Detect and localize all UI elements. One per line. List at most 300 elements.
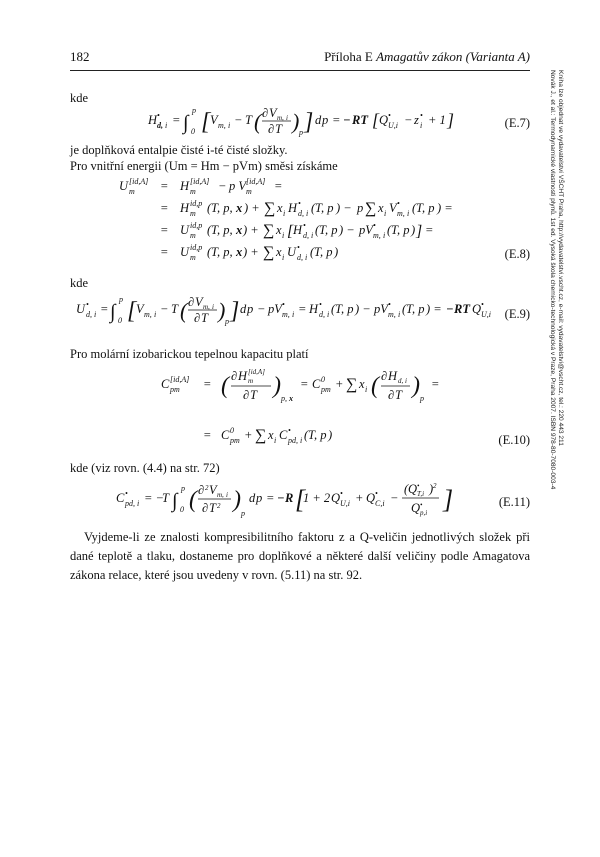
svg-text:H: H — [180, 201, 190, 215]
svg-text:RT: RT — [352, 113, 368, 127]
svg-text:x: x — [236, 223, 243, 237]
svg-text:id,p: id,p — [190, 243, 203, 252]
svg-text:Q: Q — [331, 491, 341, 505]
svg-text:i: i — [306, 209, 309, 218]
svg-text:∂: ∂ — [202, 501, 209, 515]
svg-text:C: C — [116, 491, 125, 505]
svg-text:+ 1: + 1 — [428, 113, 446, 127]
svg-text:m,: m, — [397, 209, 405, 218]
svg-text:∂: ∂ — [188, 295, 195, 309]
svg-text:=: = — [160, 223, 169, 237]
svg-text:(: ( — [180, 298, 188, 323]
svg-text:−: − — [257, 302, 266, 316]
svg-text:pV: pV — [359, 223, 373, 237]
svg-text:=: = — [425, 223, 434, 237]
svg-text:): ) — [273, 373, 281, 399]
svg-text:p V: p V — [229, 179, 247, 193]
svg-text:p: p — [181, 484, 185, 493]
svg-text:d,: d, — [298, 209, 304, 218]
svg-text:T: T — [201, 311, 208, 325]
svg-text:∂: ∂ — [388, 388, 395, 402]
svg-text:x: x — [277, 201, 283, 215]
svg-text:m: m — [246, 187, 252, 196]
svg-text:=: = — [274, 179, 283, 193]
svg-text:∂: ∂ — [268, 122, 275, 136]
svg-text:) =: ) = — [426, 302, 442, 316]
text-kde-1: kde — [70, 91, 89, 105]
text-doplnkova-entalpie: je doplňková entalpie čisté i-té čisté složky. — [70, 143, 288, 157]
svg-text:p: p — [299, 128, 303, 137]
svg-text:T: T — [209, 501, 216, 515]
svg-text:pd,: pd, — [125, 499, 135, 508]
svg-text:•: • — [340, 489, 343, 498]
svg-text:x: x — [236, 201, 243, 215]
svg-text:]: ] — [447, 110, 455, 130]
page-number: 182 — [70, 49, 90, 64]
svg-text:∑: ∑ — [255, 427, 267, 444]
svg-text:): ) — [411, 223, 416, 237]
svg-text:T,i: T,i — [417, 490, 425, 498]
svg-text:): ) — [429, 482, 434, 496]
sidebar-citation-render — [547, 70, 564, 770]
svg-text:0: 0 — [180, 505, 184, 514]
svg-text:−: − — [234, 113, 243, 127]
svg-text:i: i — [274, 436, 277, 445]
svg-text:(: ( — [207, 223, 212, 237]
svg-text:H: H — [288, 201, 298, 215]
svg-text:): ) — [412, 373, 420, 399]
svg-text:d,: d, — [86, 310, 92, 319]
svg-text:T, p,: T, p, — [211, 223, 233, 237]
svg-text:d,: d, — [303, 231, 309, 240]
svg-text:•: • — [319, 300, 322, 309]
svg-text:]: ] — [304, 109, 314, 135]
svg-text:p: p — [247, 302, 254, 316]
svg-text:−: − — [218, 179, 227, 193]
svg-text:V: V — [269, 106, 277, 120]
svg-text:∑: ∑ — [263, 222, 275, 239]
svg-text:) +: ) + — [243, 223, 259, 237]
equation-e11 — [116, 480, 476, 520]
svg-text:]: ] — [416, 223, 423, 240]
svg-text:i: i — [212, 303, 214, 311]
svg-text:U: U — [119, 179, 129, 193]
svg-text:C,i: C,i — [375, 499, 385, 508]
svg-text:m: m — [190, 231, 196, 240]
svg-text:2: 2 — [217, 502, 221, 510]
svg-text:T: T — [162, 491, 169, 505]
svg-text:p: p — [119, 295, 123, 304]
svg-text:p,: p, — [281, 394, 287, 403]
svg-text:+: + — [244, 428, 253, 442]
svg-text:) −: ) − — [336, 201, 352, 215]
svg-text:) −: ) − — [355, 302, 371, 316]
svg-text:•: • — [125, 489, 128, 498]
svg-text:0: 0 — [118, 316, 122, 325]
svg-text:): ) — [233, 487, 241, 513]
equation-e11-render — [116, 480, 476, 520]
svg-text:pV: pV — [374, 302, 388, 316]
svg-text:(: ( — [207, 245, 212, 259]
svg-text:x: x — [276, 245, 282, 259]
svg-text:d,: d, — [319, 310, 325, 319]
svg-text:id,p: id,p — [190, 221, 203, 230]
svg-text:(: ( — [402, 302, 407, 316]
svg-text:U: U — [180, 245, 190, 259]
svg-text:•: • — [282, 300, 285, 309]
svg-text:•: • — [375, 489, 378, 498]
svg-text:•: • — [288, 426, 291, 435]
svg-text:[: [ — [287, 223, 294, 240]
header-prefix: Příloha E — [324, 49, 373, 64]
svg-text:+: + — [355, 491, 364, 505]
svg-text:=: = — [431, 377, 440, 391]
svg-text:(: ( — [207, 201, 212, 215]
svg-text:x: x — [289, 394, 293, 403]
svg-text:−: − — [390, 491, 399, 505]
svg-text:V: V — [195, 295, 203, 309]
svg-text:i: i — [228, 121, 231, 130]
svg-text:[: [ — [295, 485, 306, 514]
text-tepelna-kapacita: Pro molární izobarickou tepelnou kapacitu platí — [70, 347, 309, 361]
svg-text:C: C — [312, 377, 321, 391]
header-rule — [70, 70, 530, 71]
svg-text:−: − — [343, 113, 351, 127]
svg-text:T, p,: T, p, — [211, 245, 233, 259]
svg-text:m: m — [248, 377, 254, 385]
svg-text:V: V — [209, 483, 217, 497]
equation-number-e11: (E.11) — [498, 495, 530, 509]
svg-text:p: p — [322, 113, 329, 127]
svg-text:d: d — [240, 302, 247, 316]
svg-text:•: • — [420, 111, 423, 120]
svg-text:): ) — [292, 109, 300, 134]
svg-text:∂: ∂ — [198, 483, 205, 497]
svg-text:Q: Q — [408, 482, 418, 496]
svg-text:pd,: pd, — [288, 436, 298, 445]
svg-text:(: ( — [331, 302, 336, 316]
svg-text:]: ] — [443, 485, 454, 514]
svg-text:id,p: id,p — [190, 199, 203, 208]
svg-text:•: • — [481, 300, 484, 309]
svg-text:T, p: T, p — [335, 302, 354, 316]
svg-text:T: T — [395, 388, 402, 402]
header-chapter-title: Amagatův zákon (Varianta A) — [376, 49, 530, 64]
sidebar-line-1: Novák J., et al.: Termodynamické vlastnosti plynů. 1st ed. Vysoká škola chemicko-technologická v Praze, Praha 2007. ISBN 978-80-7080-003-4 — [549, 70, 556, 490]
svg-text:m: m — [129, 187, 135, 196]
svg-text:H: H — [180, 179, 190, 193]
equation-e9-render — [76, 293, 496, 329]
svg-text:i: i — [282, 231, 285, 240]
svg-text:[id,A]: [id,A] — [170, 375, 190, 384]
svg-text:p: p — [241, 509, 245, 518]
svg-text:(: ( — [404, 482, 409, 496]
svg-text:i: i — [226, 491, 228, 499]
svg-text:): ) — [218, 298, 226, 323]
paragraph-amagat-relations: Vyjdeme-li ze znalosti kompresibilitního faktoru z a Q-veličin jednotlivých složek při dané teplotě a tlaku, dostaneme pro doplňkové a některé další veličiny podle Amagatova zákona relace, které jsou uvedeny v rovn. (5.11) na str. 92. — [70, 530, 530, 582]
svg-text:(: ( — [189, 487, 197, 513]
svg-text:RT: RT — [454, 302, 470, 316]
svg-text:∂: ∂ — [381, 369, 388, 383]
svg-text:∂: ∂ — [243, 388, 250, 402]
svg-text:T, p: T, p — [391, 223, 410, 237]
svg-text:T, p: T, p — [416, 201, 435, 215]
svg-text:R: R — [285, 491, 294, 505]
svg-text:m: m — [190, 209, 196, 218]
svg-text:Q: Q — [472, 302, 482, 316]
svg-text:T, p: T, p — [319, 223, 338, 237]
equation-e10-render — [161, 366, 481, 454]
svg-text:(: ( — [311, 201, 316, 215]
svg-text:•: • — [298, 199, 301, 208]
svg-text:=: = — [266, 491, 275, 505]
svg-text:−: − — [446, 302, 454, 316]
svg-text:∫: ∫ — [110, 301, 116, 323]
svg-text:i: i — [327, 310, 330, 319]
svg-text:H: H — [148, 113, 158, 127]
svg-text:) −: ) − — [339, 223, 355, 237]
svg-text:•: • — [373, 221, 376, 230]
svg-text:i: i — [407, 209, 410, 218]
svg-text:V: V — [210, 113, 218, 127]
svg-text:=: = — [160, 245, 169, 259]
svg-text:i: i — [311, 231, 314, 240]
svg-text:H: H — [309, 302, 319, 316]
svg-text:i: i — [405, 377, 407, 385]
svg-text:(: ( — [254, 109, 262, 134]
svg-text:=: = — [203, 377, 212, 391]
running-header — [324, 49, 530, 65]
sidebar-line-2: Kniha lze objednat ve vydavatelství VŠCHT Praha, http://vydavatelstvi.vscht.cz, e-mail: vydavatelstvi@vscht.cz, tel.: 220 443 211 — [557, 70, 564, 446]
svg-text:[: [ — [372, 110, 380, 130]
svg-text:d,: d, — [297, 253, 303, 262]
svg-text:V: V — [389, 201, 397, 215]
equation-e8 — [119, 176, 539, 264]
svg-text:•: • — [388, 300, 391, 309]
svg-text:) +: ) + — [244, 201, 260, 215]
svg-text:T: T — [171, 302, 178, 316]
svg-text:[id,A]: [id,A] — [248, 368, 265, 376]
svg-text:H: H — [293, 223, 303, 237]
svg-text:d: d — [315, 113, 322, 127]
svg-text:m,: m, — [218, 121, 226, 130]
svg-text:0: 0 — [321, 375, 325, 384]
svg-text:•: • — [157, 111, 160, 120]
svg-text:m,: m, — [277, 114, 284, 122]
svg-text:) =: ) = — [437, 201, 453, 215]
svg-text:T: T — [250, 388, 257, 402]
svg-text:Q: Q — [379, 113, 389, 127]
svg-text:=: = — [332, 113, 341, 127]
equation-e8-render — [119, 176, 539, 264]
svg-text:i: i — [94, 310, 97, 319]
svg-text:=: = — [172, 113, 181, 127]
svg-text:i: i — [137, 499, 140, 508]
svg-text:(: ( — [221, 373, 229, 399]
svg-text:∂: ∂ — [262, 106, 269, 120]
svg-text:H: H — [238, 369, 248, 383]
svg-text:T, p: T, p — [314, 245, 333, 259]
svg-text:H: H — [388, 369, 398, 383]
svg-text:x: x — [236, 245, 243, 259]
svg-text:d: d — [249, 491, 256, 505]
svg-text:z: z — [414, 113, 419, 127]
svg-text:T, p: T, p — [308, 428, 327, 442]
svg-text:•: • — [303, 221, 306, 230]
svg-text:pV: pV — [268, 302, 282, 316]
svg-text:[id,A]: [id,A] — [190, 177, 210, 186]
svg-text:i: i — [286, 114, 288, 122]
svg-text:T: T — [245, 113, 252, 127]
svg-text:U: U — [287, 245, 297, 259]
svg-text:∂: ∂ — [231, 369, 238, 383]
svg-text:= −: = − — [144, 491, 164, 505]
svg-text:C: C — [279, 428, 288, 442]
svg-text:(: ( — [387, 223, 392, 237]
svg-text:d,: d, — [157, 121, 163, 130]
svg-text:U: U — [76, 302, 86, 316]
svg-text:): ) — [328, 428, 333, 442]
svg-text:−: − — [277, 491, 285, 505]
svg-text:): ) — [334, 245, 339, 259]
svg-text:•: • — [388, 111, 391, 120]
equation-e10 — [161, 366, 481, 454]
svg-text:=: = — [160, 201, 169, 215]
svg-text:∑: ∑ — [365, 200, 377, 217]
svg-text:i: i — [383, 231, 386, 240]
svg-text:x: x — [378, 201, 384, 215]
svg-text:∫: ∫ — [183, 112, 189, 134]
svg-text:x: x — [268, 428, 274, 442]
svg-text:=: = — [298, 302, 307, 316]
svg-text:p: p — [357, 201, 364, 215]
svg-text:=: = — [300, 377, 309, 391]
svg-text:[: [ — [201, 109, 211, 135]
svg-text:T, p: T, p — [315, 201, 334, 215]
svg-text:2: 2 — [433, 482, 437, 490]
svg-text:m,: m, — [217, 491, 224, 499]
svg-text:T, p: T, p — [406, 302, 425, 316]
svg-text:•: • — [417, 482, 420, 490]
svg-text:V: V — [136, 302, 144, 316]
svg-text:i: i — [165, 121, 168, 130]
svg-text:i: i — [365, 385, 368, 394]
text-viz-rovn: kde (viz rovn. (4.4) na str. 72) — [70, 461, 220, 475]
sidebar-citation — [547, 70, 564, 770]
svg-text:0: 0 — [230, 426, 234, 435]
equation-number-e7: (E.7) — [504, 116, 530, 130]
svg-text:i: i — [292, 310, 295, 319]
equation-number-e9: (E.9) — [504, 307, 530, 321]
svg-text:[id,A]: [id,A] — [129, 177, 149, 186]
svg-text:∑: ∑ — [263, 244, 275, 261]
svg-text:∂: ∂ — [194, 311, 201, 325]
svg-text:−: − — [160, 302, 169, 316]
svg-text:i: i — [384, 209, 387, 218]
svg-text:i: i — [154, 310, 157, 319]
svg-text:x: x — [276, 223, 282, 237]
svg-text:(: ( — [412, 201, 417, 215]
svg-text:m,: m, — [282, 310, 290, 319]
svg-text:•: • — [420, 501, 423, 509]
svg-text:i: i — [420, 121, 423, 130]
svg-text:(: ( — [310, 245, 315, 259]
svg-text:m,: m, — [144, 310, 152, 319]
svg-text:pm: pm — [170, 385, 180, 394]
text-vnitrni-energie: Pro vnitřní energii (Um = Hm − pVm) směsi získáme — [70, 159, 338, 173]
svg-text:x: x — [359, 377, 365, 391]
svg-text:pm: pm — [230, 436, 240, 445]
equation-e9 — [76, 293, 496, 329]
svg-text:U,i: U,i — [481, 310, 491, 319]
svg-text:p: p — [192, 106, 196, 115]
svg-text:+: + — [335, 377, 344, 391]
svg-text:i: i — [283, 209, 286, 218]
svg-text:U,i: U,i — [340, 499, 350, 508]
svg-text:Q: Q — [366, 491, 376, 505]
svg-text:]: ] — [230, 298, 240, 324]
svg-text:pm: pm — [321, 385, 331, 394]
svg-text:i: i — [305, 253, 308, 262]
svg-text:i: i — [282, 253, 285, 262]
svg-text:=: = — [100, 302, 109, 316]
svg-text:) +: ) + — [243, 245, 259, 259]
svg-text:p: p — [225, 317, 229, 326]
svg-text:U: U — [180, 223, 190, 237]
svg-text:i: i — [398, 310, 401, 319]
equation-e7-render — [148, 104, 478, 140]
svg-text:i: i — [300, 436, 303, 445]
svg-text:m,: m, — [388, 310, 396, 319]
svg-text:1 + 2: 1 + 2 — [303, 491, 331, 505]
svg-text:2: 2 — [205, 484, 209, 492]
svg-text:T: T — [275, 122, 282, 136]
svg-text:p: p — [256, 491, 263, 505]
svg-text:[: [ — [127, 298, 137, 324]
svg-text:•: • — [297, 243, 300, 252]
svg-text:∫: ∫ — [172, 490, 178, 512]
svg-text:U,i: U,i — [388, 121, 398, 130]
svg-text:−: − — [404, 113, 413, 127]
svg-text:d,: d, — [398, 377, 404, 385]
equation-number-e8: (E.8) — [504, 247, 530, 261]
svg-text:•: • — [86, 300, 89, 309]
svg-text:(: ( — [371, 373, 379, 399]
svg-text:=: = — [160, 179, 169, 193]
svg-text:∑: ∑ — [264, 200, 276, 217]
svg-text:T, p,: T, p, — [211, 201, 233, 215]
svg-text:C: C — [161, 377, 170, 391]
svg-text:(: ( — [304, 428, 309, 442]
svg-text:•: • — [397, 199, 400, 208]
equation-number-e10: (E.10) — [498, 433, 530, 447]
svg-text:C: C — [221, 428, 230, 442]
svg-text:m,: m, — [203, 303, 210, 311]
svg-text:m,: m, — [373, 231, 381, 240]
svg-text:=: = — [203, 428, 212, 442]
svg-text:Q: Q — [411, 501, 421, 515]
svg-text:p,i: p,i — [420, 509, 428, 517]
svg-text:p: p — [420, 394, 424, 403]
svg-text:(: ( — [315, 223, 320, 237]
text-kde-2: kde — [70, 276, 89, 290]
svg-text:0: 0 — [191, 127, 195, 136]
svg-text:m: m — [190, 187, 196, 196]
svg-text:m: m — [190, 253, 196, 262]
svg-text:∑: ∑ — [346, 376, 358, 393]
svg-text:[id,A]: [id,A] — [246, 177, 266, 186]
equation-e7 — [148, 104, 478, 140]
